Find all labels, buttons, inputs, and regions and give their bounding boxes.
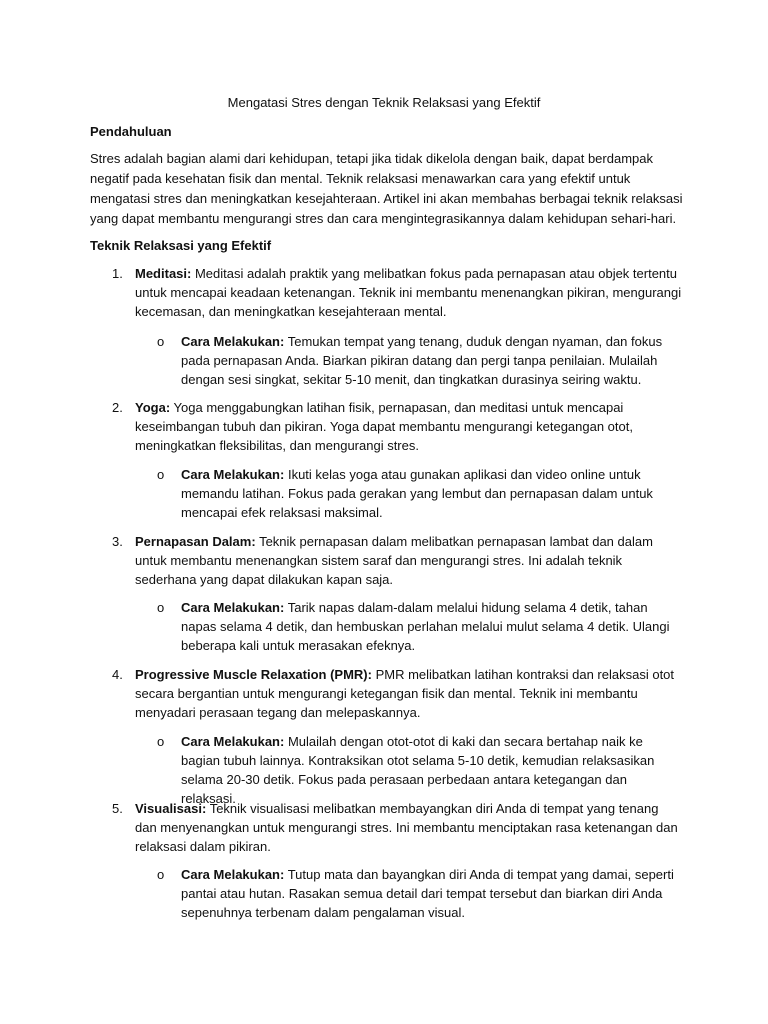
item-text: [135, 264, 683, 321]
sub-item-text: [181, 865, 681, 922]
section-heading: Teknik Relaksasi yang Efektif: [90, 238, 272, 253]
sub-bullet-icon: o: [157, 467, 165, 482]
sub-item-text: [181, 332, 681, 389]
item-text: [135, 532, 683, 589]
sub-item-text: [181, 465, 681, 522]
sub-item-description: Tutup mata dan bayangkan diri Anda di tempat yang damai, seperti pantai atau hutan. Rasakan semua detail dari tempat tersebut dan biarkan diri Anda sepenuhnya terbenam dalam pengalaman visual.: [181, 867, 674, 920]
sub-item-description: Tarik napas dalam-dalam melalui hidung selama 4 detik, tahan napas selama 4 detik, dan hembuskan perlahan melalui mulut selama 4 detik. Ulangi beberapa kali untuk merasakan efeknya.: [181, 600, 670, 653]
item-number: 5.: [112, 801, 123, 816]
document-title: Mengatasi Stres dengan Teknik Relaksasi yang Efektif: [227, 95, 541, 110]
sub-bullet-icon: o: [157, 600, 165, 615]
item-text: [135, 665, 683, 722]
item-term: Pernapasan Dalam:: [135, 534, 256, 549]
sub-item-term: Cara Melakukan:: [181, 600, 285, 615]
item-number: 2.: [112, 400, 123, 415]
intro-paragraph: Stres adalah bagian alami dari kehidupan, tetapi jika tidak dikelola dengan baik, dapat berdampak negatif pada kesehatan fisik dan mental. Teknik relaksasi menawarkan cara yang efektif untuk mengatasi stres dan meningkatkan kesejahteraan. Artikel ini akan membahas berbagai teknik relaksasi yang dapat membantu mengurangi stres dan cara mengintegrasikannya dalam kehidupan sehari-hari.: [90, 151, 683, 226]
sub-item-term: Cara Melakukan:: [181, 867, 285, 882]
sub-item-text: [181, 732, 681, 808]
item-term: Meditasi:: [135, 266, 192, 281]
sub-bullet-icon: o: [157, 734, 165, 749]
sub-item-description: Temukan tempat yang tenang, duduk dengan nyaman, dan fokus pada pernapasan Anda. Biarkan pikiran datang dan pergi tanpa penilaian. Mulailah dengan sesi singkat, sekitar 5-10 menit, dan tingkatkan durasinya seiring waktu.: [181, 334, 663, 387]
item-description: PMR melibatkan latihan kontraksi dan relaksasi otot secara bergantian untuk mengurangi ketegangan fisik dan mental. Teknik ini membantu menyadari perasaan tegang dan melepaskannya.: [135, 667, 675, 720]
item-number: 4.: [112, 667, 123, 682]
sub-bullet-icon: o: [157, 867, 165, 882]
sub-item-description: Ikuti kelas yoga atau gunakan aplikasi dan video online untuk memandu latihan. Fokus pada gerakan yang lembut dan pernapasan dalam untuk mencapai efek relaksasi maksimal.: [181, 467, 653, 520]
sub-item-term: Cara Melakukan:: [181, 334, 285, 349]
item-text: [135, 799, 683, 856]
item-description: Teknik visualisasi melibatkan membayangkan diri Anda di tempat yang tenang dan menyenangkan untuk mengurangi stres. Ini membantu menciptakan rasa ketenangan dan relaksasi dalam pikiran.: [135, 801, 678, 854]
item-description: Meditasi adalah praktik yang melibatkan fokus pada pernapasan atau objek tertentu untuk mencapai keadaan ketenangan. Teknik ini membantu menenangkan pikiran, mengurangi kecemasan, dan meningkatkan kesejahteraan mental.: [135, 266, 682, 319]
item-text: [135, 398, 683, 455]
item-description: Yoga menggabungkan latihan fisik, pernapasan, dan meditasi untuk mencapai keseimbangan tubuh dan pikiran. Yoga dapat membantu mengurangi ketegangan otot, meningkatkan fleksibilitas, dan mengurangi stres.: [135, 400, 633, 453]
intro-heading: Pendahuluan: [90, 124, 172, 139]
item-term: Progressive Muscle Relaxation (PMR):: [135, 667, 372, 682]
item-term: Yoga:: [135, 400, 171, 415]
sub-item-term: Cara Melakukan:: [181, 734, 285, 749]
sub-item-description: Mulailah dengan otot-otot di kaki dan secara bertahap naik ke bagian tubuh lainnya. Kontraksikan otot selama 5-10 detik, kemudian relaksasikan selama 20-30 detik. Fokus pada perasaan perbedaan antara ketegangan dan relaksasi.: [181, 734, 655, 806]
item-number: 1.: [112, 266, 123, 281]
item-term: Visualisasi:: [135, 801, 207, 816]
item-description: Teknik pernapasan dalam melibatkan pernapasan lambat dan dalam untuk membantu menenangkan sistem saraf dan mengurangi stres. Ini adalah teknik sederhana yang dapat dilakukan kapan saja.: [135, 534, 653, 587]
sub-bullet-icon: o: [157, 334, 165, 349]
sub-item-term: Cara Melakukan:: [181, 467, 285, 482]
sub-item-text: [181, 598, 681, 655]
item-number: 3.: [112, 534, 123, 549]
